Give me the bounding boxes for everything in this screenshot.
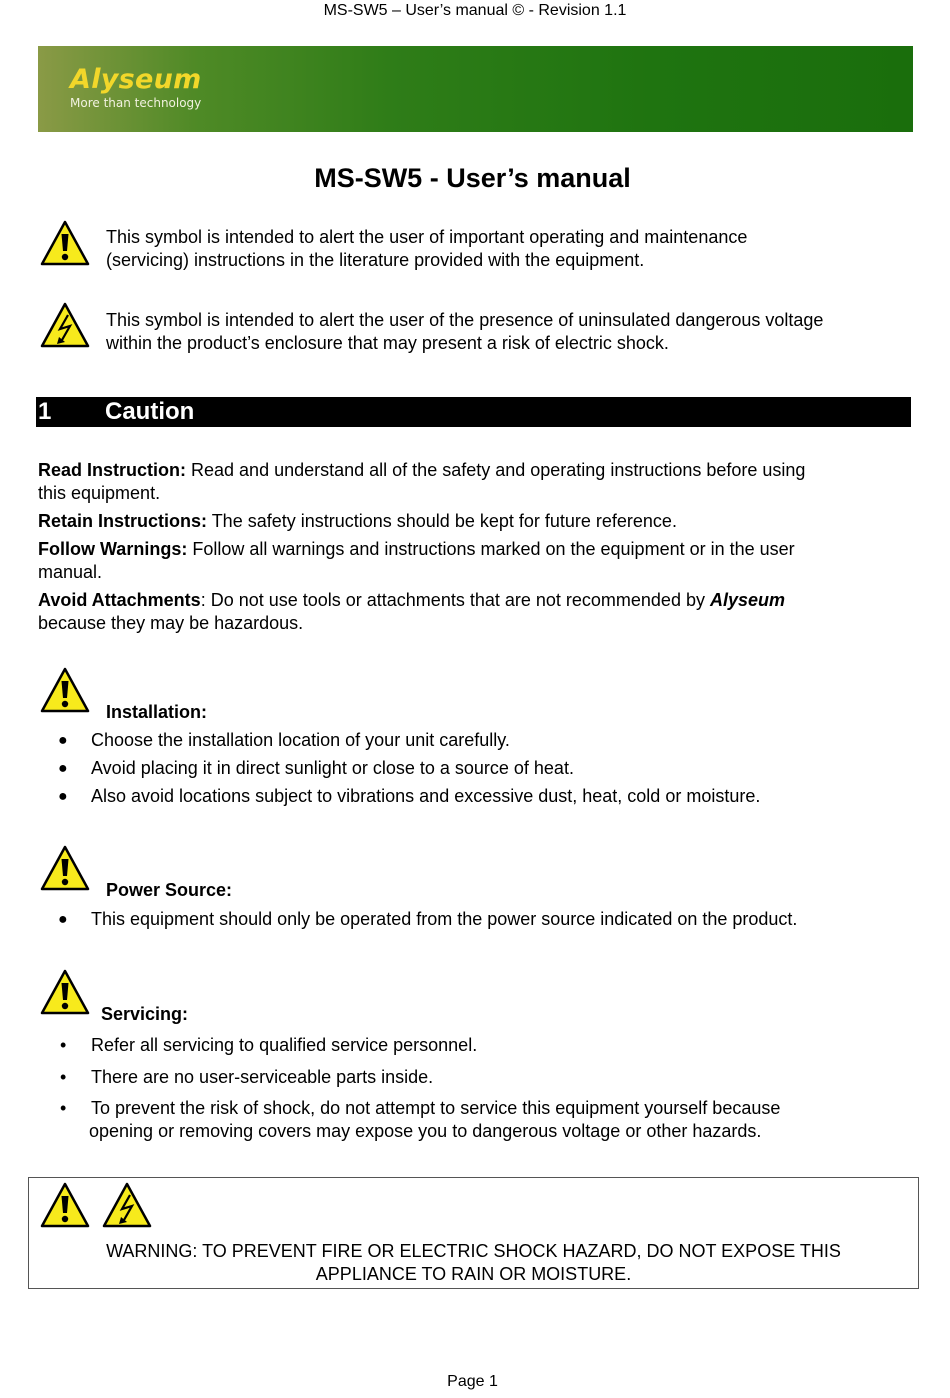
list-item: Choose the installation location of your unit carefully. xyxy=(91,730,510,750)
warning-line: APPLIANCE TO RAIN OR MOISTURE. xyxy=(315,1264,632,1284)
list-item-continuation: opening or removing covers may expose you to dangerous voltage or other hazards. xyxy=(89,1121,762,1141)
exclamation-warning-icon xyxy=(40,220,90,266)
symbol-description-line: This symbol is intended to alert the user of important operating and maintenance xyxy=(106,227,748,247)
bullet-icon: • xyxy=(60,1067,67,1087)
section-title: Caution xyxy=(105,398,195,425)
section-heading xyxy=(36,397,911,427)
exclamation-warning-icon xyxy=(40,1182,90,1228)
warning-text xyxy=(29,1240,918,1286)
logo-name: Alyseum xyxy=(70,64,202,95)
brand-banner xyxy=(38,46,913,132)
instruction-label: Follow Warnings: xyxy=(38,539,188,559)
list-item: To prevent the risk of shock, do not attempt to service this equipment yourself because xyxy=(91,1098,781,1118)
bullet-icon: ● xyxy=(58,732,68,749)
list-item: This equipment should only be operated from the power source indicated on the product. xyxy=(91,909,798,929)
brand-mention: Alyseum xyxy=(709,590,786,610)
instruction-avoid xyxy=(38,589,908,635)
list-item: Refer all servicing to qualified service personnel. xyxy=(91,1035,478,1055)
instruction-follow xyxy=(38,538,908,584)
exclamation-warning-icon xyxy=(40,667,90,713)
warning-line: WARNING: TO PREVENT FIRE OR ELECTRIC SHOCK HAZARD, DO NOT EXPOSE THIS xyxy=(106,1241,841,1261)
instruction-continuation: this equipment. xyxy=(38,483,161,503)
section-number: 1 xyxy=(38,398,52,425)
running-header: MS-SW5 – User’s manual © - Revision 1.1 xyxy=(323,2,627,19)
symbol-description-2 xyxy=(106,309,823,355)
page-number: Page 1 xyxy=(447,1373,498,1390)
instruction-label: Read Instruction: xyxy=(38,460,187,480)
instruction-label: Retain Instructions: xyxy=(38,511,208,531)
instruction-read xyxy=(38,459,908,505)
lightning-warning-icon xyxy=(102,1182,152,1228)
page-title: MS-SW5 - User’s manual xyxy=(314,163,631,193)
lightning-warning-icon xyxy=(40,302,90,348)
list-item: Also avoid locations subject to vibrations and excessive dust, heat, cold or moisture. xyxy=(91,786,761,806)
bullet-icon: ● xyxy=(58,911,68,928)
instruction-text: Follow all warnings and instructions marked on the equipment or in the user xyxy=(187,539,795,559)
exclamation-warning-icon xyxy=(40,845,90,891)
symbol-description-line: This symbol is intended to alert the user of the presence of uninsulated dangerous voltage xyxy=(106,310,824,330)
symbol-description-line: (servicing) instructions in the literature provided with the equipment. xyxy=(106,250,645,270)
bullet-icon: ● xyxy=(58,788,68,805)
installation-heading: Installation: xyxy=(106,702,208,722)
bullet-icon: • xyxy=(60,1035,67,1055)
instruction-retain xyxy=(38,510,908,533)
instruction-continuation: because they may be hazardous. xyxy=(38,613,304,633)
bullet-icon: • xyxy=(60,1098,67,1118)
list-item: There are no user-serviceable parts inside. xyxy=(91,1067,434,1087)
instruction-text: The safety instructions should be kept for future reference. xyxy=(207,511,677,531)
warning-box xyxy=(28,1177,919,1289)
instruction-label: Avoid Attachments xyxy=(38,590,201,610)
bullet-icon: ● xyxy=(58,760,68,777)
logo-tagline: More than technology xyxy=(70,96,202,110)
symbol-description-line: within the product’s enclosure that may present a risk of electric shock. xyxy=(106,333,669,353)
instruction-text: Read and understand all of the safety and operating instructions before using xyxy=(186,460,806,480)
instruction-continuation: manual. xyxy=(38,562,103,582)
servicing-heading: Servicing: xyxy=(101,1004,189,1024)
instruction-text: : Do not use tools or attachments that are not recommended by xyxy=(200,590,710,610)
power-heading: Power Source: xyxy=(106,880,233,900)
exclamation-warning-icon xyxy=(40,969,90,1015)
list-item: Avoid placing it in direct sunlight or close to a source of heat. xyxy=(91,758,574,778)
symbol-description-1 xyxy=(106,226,747,272)
